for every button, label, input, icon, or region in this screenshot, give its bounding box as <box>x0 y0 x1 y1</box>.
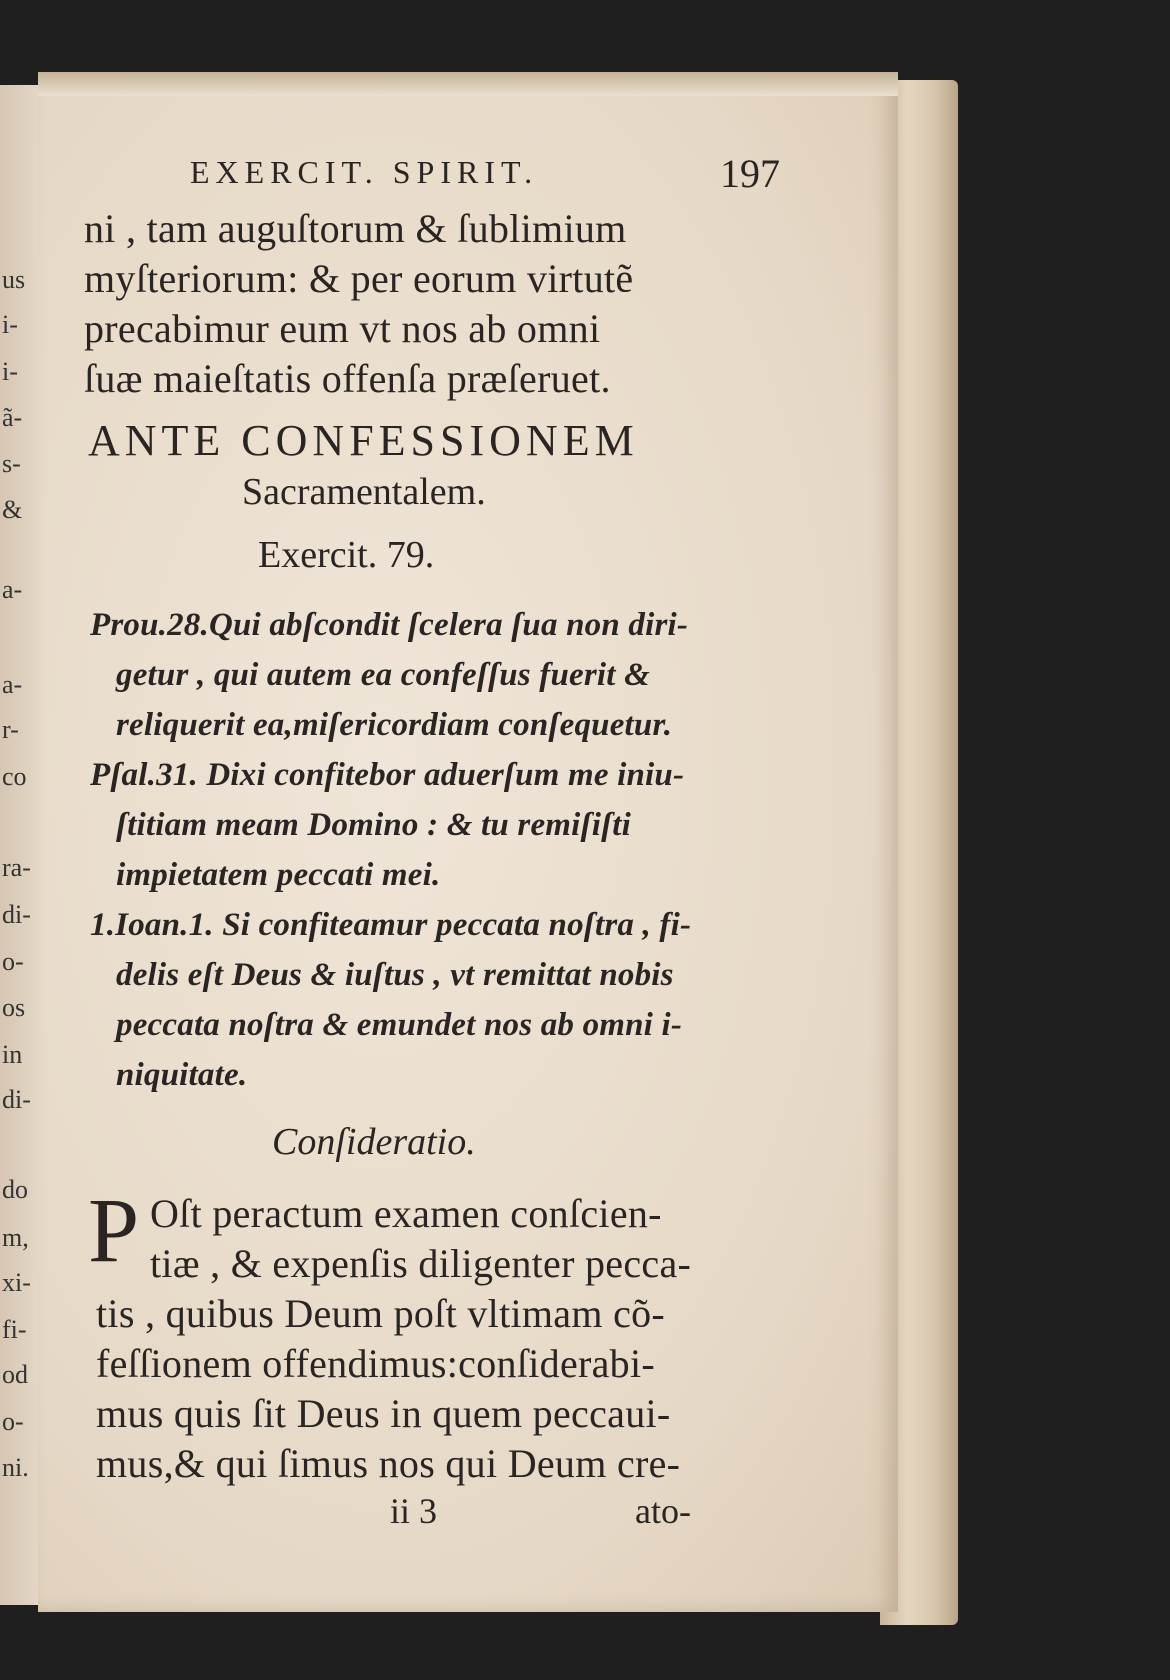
facing-fragment: a- <box>2 575 23 604</box>
exercise-number: Exercit. 79. <box>258 534 435 576</box>
facing-fragment: do <box>2 1175 28 1204</box>
running-head <box>150 150 780 200</box>
facing-fragment: xi- <box>2 1268 31 1297</box>
scripture-line: Pſal.31. Dixi confitebor aduerſum me iniu- <box>90 757 685 793</box>
text-line: tis , quibus Deum poſt vltimam cõ- <box>96 1291 666 1336</box>
scripture-line: niquitate. <box>116 1057 248 1093</box>
scripture-line: reliquerit ea,miſericordiam conſequetur. <box>116 707 673 743</box>
text-line: myſteriorum: & per eorum virtutẽ <box>84 256 634 301</box>
text-line: Oſt peractum examen conſcien- <box>150 1191 662 1236</box>
scripture-line: ſtitiam meam Domino : & tu remiſiſti <box>116 807 632 843</box>
facing-fragment: & <box>2 495 23 524</box>
consideratio-heading: Conſideratio. <box>272 1121 476 1163</box>
facing-fragment: ni. <box>2 1453 29 1482</box>
facing-fragment: m, <box>2 1223 29 1252</box>
scripture-line: Prou.28.Qui abſcondit ſcelera ſua non diri- <box>90 607 689 643</box>
facing-fragment: o- <box>2 947 24 976</box>
text-line: mus,& qui ſimus nos qui Deum cre- <box>96 1441 681 1486</box>
facing-fragment: os <box>2 993 26 1022</box>
text-line: feſſionem offendimus:conſiderabi- <box>96 1341 656 1386</box>
text-line: mus quis ſit Deus in quem peccaui- <box>96 1391 671 1436</box>
facing-fragment: in <box>2 1040 23 1069</box>
section-subheading: Sacramentalem. <box>242 471 486 513</box>
facing-fragment: fi- <box>2 1315 27 1344</box>
running-title: EXERCIT. SPIRIT. <box>190 154 539 190</box>
facing-fragment: di- <box>2 1085 31 1114</box>
facing-fragment: us <box>2 265 26 294</box>
text-line: tiæ , & expenſis diligenter pecca- <box>150 1241 692 1286</box>
facing-fragment: o- <box>2 1407 24 1436</box>
text-line: ni , tam auguſtorum & ſublimium <box>84 206 627 251</box>
facing-fragment: s- <box>2 449 21 478</box>
facing-fragment: di- <box>2 900 31 929</box>
section-heading: ANTE CONFESSIONEM <box>88 416 639 465</box>
drop-cap: P <box>88 1179 140 1281</box>
page-number: 197 <box>720 151 780 196</box>
facing-fragment: a- <box>2 670 23 699</box>
facing-fragment: co <box>2 762 27 791</box>
scripture-line: peccata noſtra & emundet nos ab omni i- <box>116 1007 683 1043</box>
scripture-line: impietatem peccati mei. <box>116 857 441 893</box>
facing-fragment: ra- <box>2 853 31 882</box>
scripture-line: 1.Ioan.1. Si confiteamur peccata noſtra , fi- <box>90 907 692 943</box>
text-line: precabimur eum vt nos ab omni <box>84 306 601 351</box>
scripture-line: getur , qui autem ea confeſſus fuerit & <box>116 657 650 693</box>
facing-fragment: i- <box>2 357 18 386</box>
signature-mark: ii 3 <box>390 1491 438 1531</box>
scripture-line: delis eſt Deus & iuſtus , vt remittat nobis <box>116 957 674 993</box>
page-top-fold <box>38 72 898 96</box>
facing-fragment: od <box>2 1360 28 1389</box>
text-line: ſuæ maieſtatis offenſa præſeruet. <box>84 356 611 401</box>
facing-fragment: r- <box>2 715 19 744</box>
facing-fragment: ã- <box>2 403 23 432</box>
catchword: ato- <box>635 1491 691 1531</box>
facing-fragment: i- <box>2 310 18 339</box>
